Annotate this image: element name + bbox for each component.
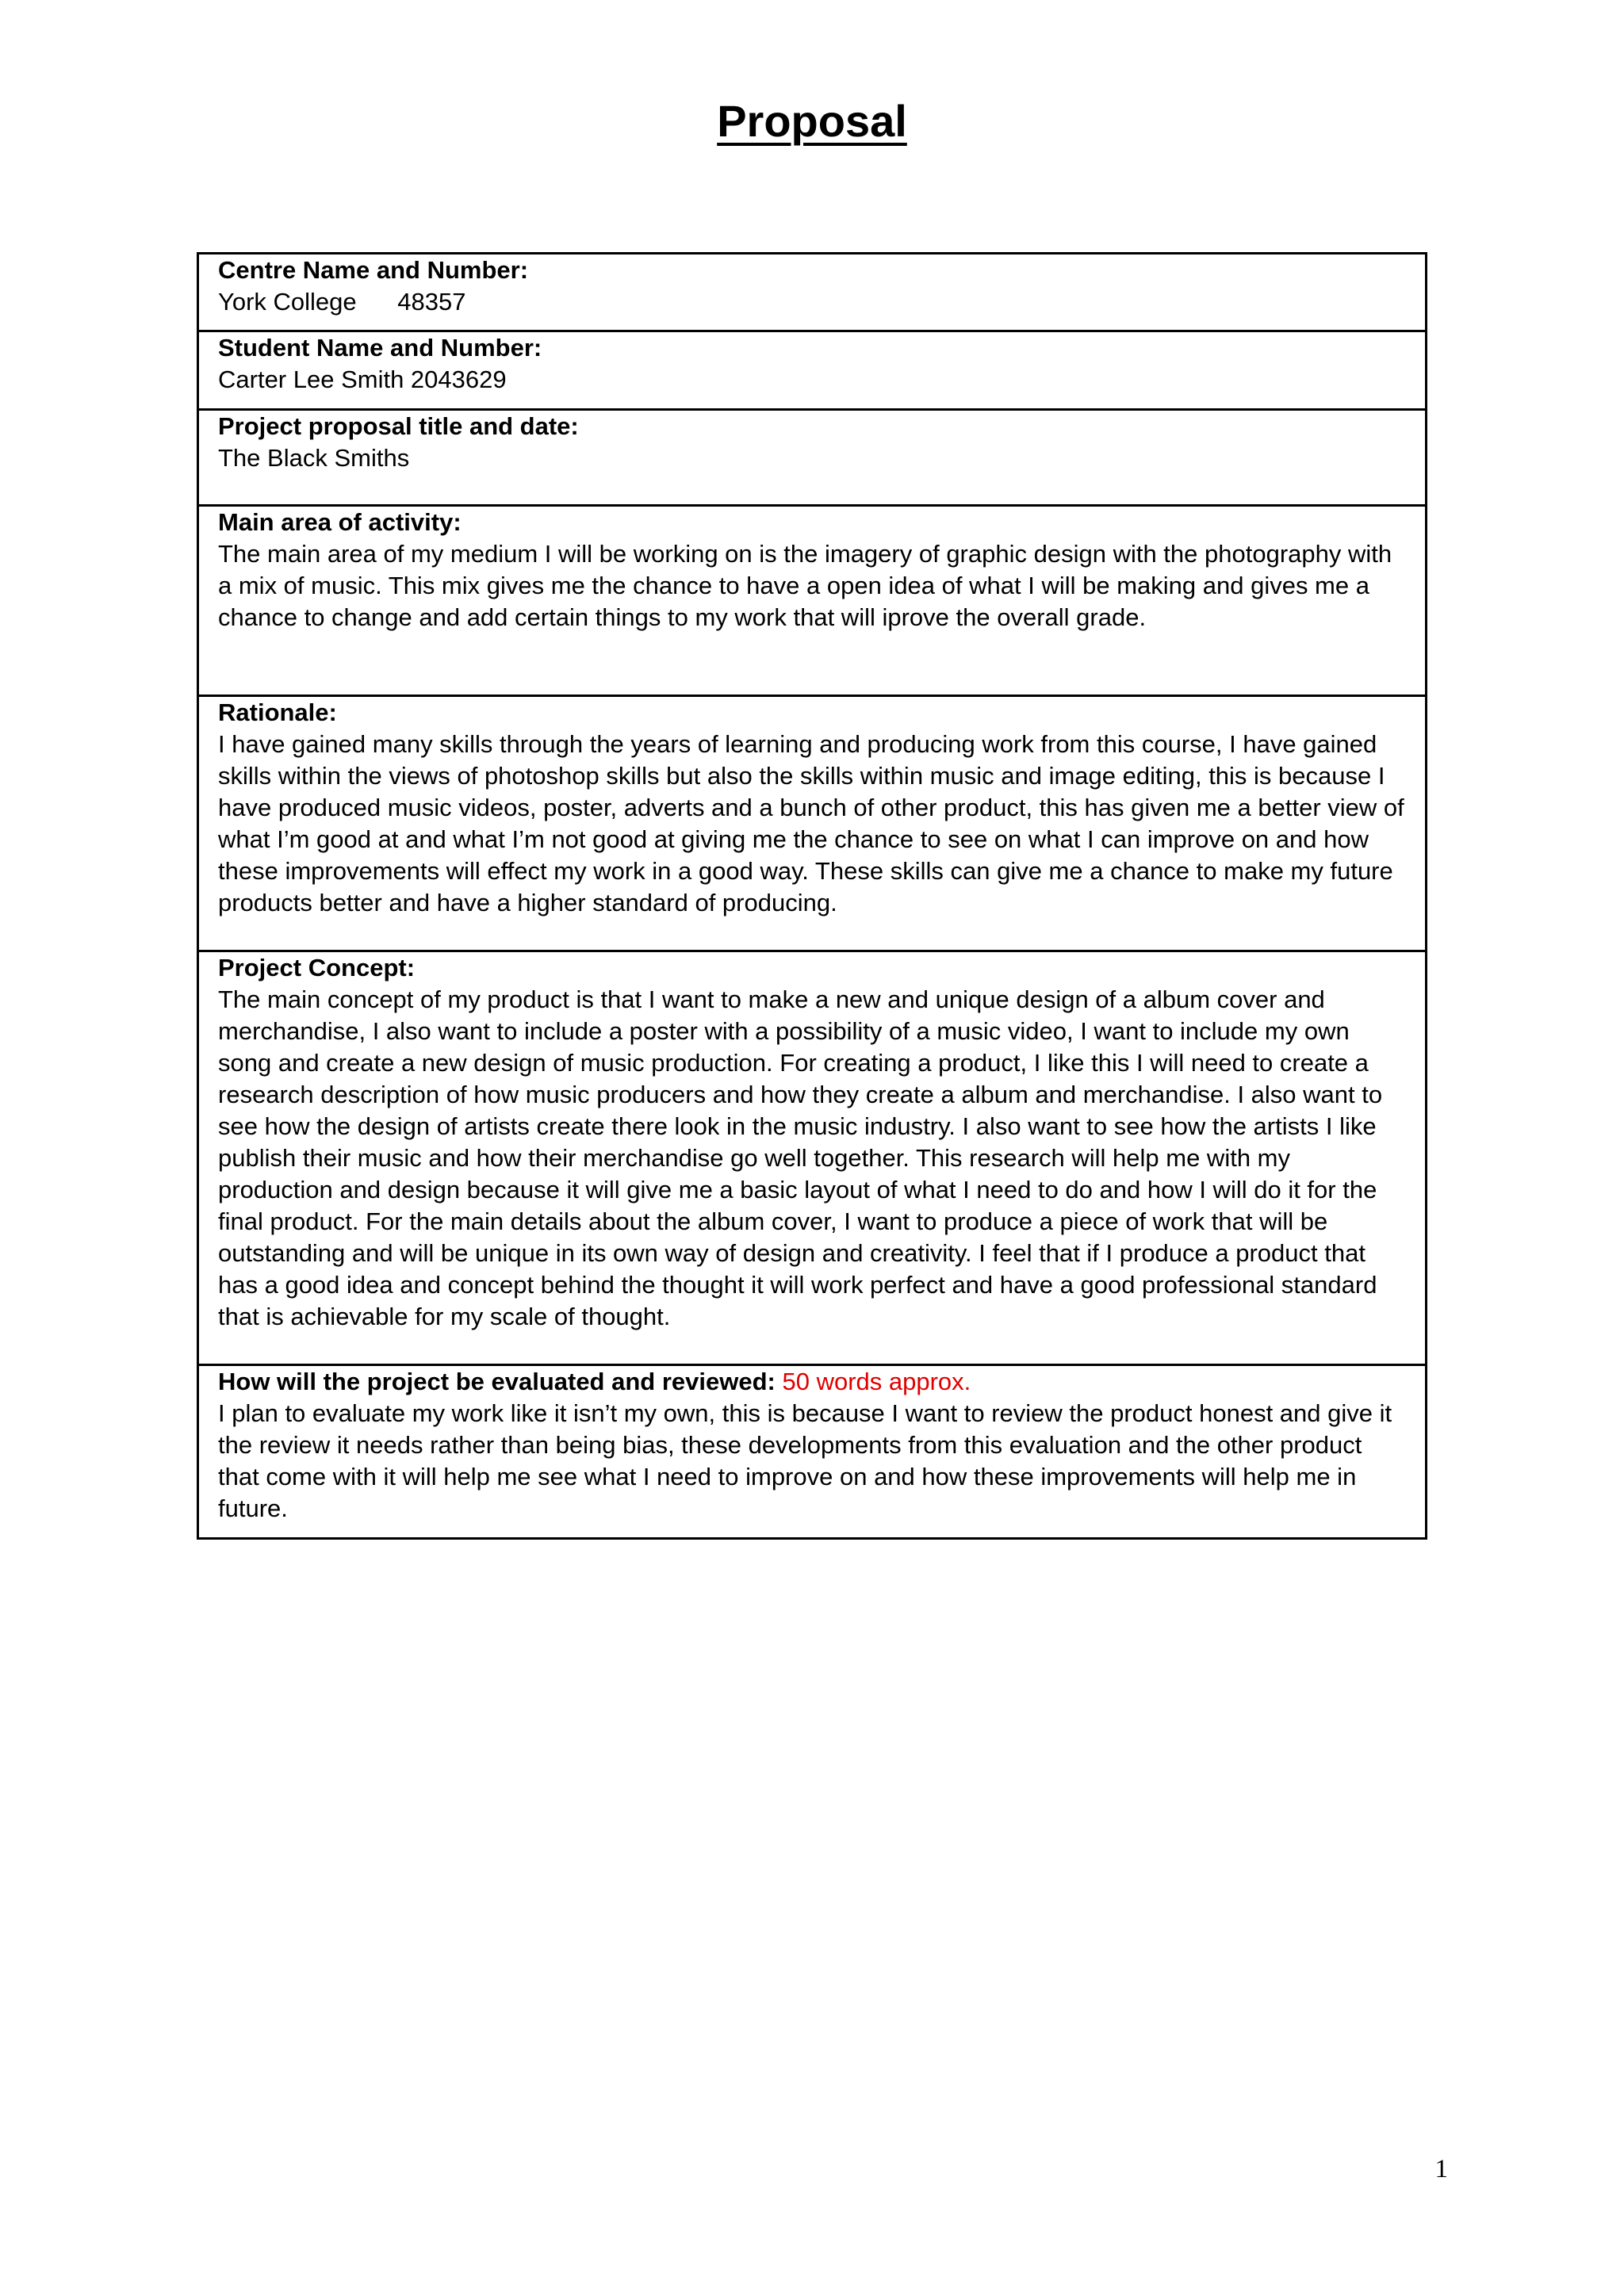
proposal-table xyxy=(197,252,1427,1540)
main-area-label: Main area of activity: xyxy=(218,508,462,536)
student-section xyxy=(199,332,1425,411)
concept-text: The main concept of my product is that I want to make a new and unique design of a album cover and merchandise, I also want to include a poster with a possibility of a music video, I want to include my own song and create a new design of music production. For creating a product, I like this I will need to create a research description of how music producers and how they create a album and merchandise. I also want to see how the design of artists create there look in the music industry. I also want to see how the artists I like publish their music and how their merchandise go well together. This research will help me with my production and design because it will give me a basic layout of what I need to do and how I will do it for the final product. For the main details about the album cover, I want to produce a piece of work that will be outstanding and will be unique in its own way of design and creativity. I feel that if I produce a product that has a good idea and concept behind the thought it will work perfect and have a good professional standard that is achievable for my scale of thought. xyxy=(218,985,1383,1330)
project-title-section xyxy=(199,411,1425,507)
centre-value: York College 48357 xyxy=(218,288,466,316)
word-count-note: 50 words approx. xyxy=(782,1368,971,1395)
rationale-section xyxy=(199,697,1425,952)
student-label: Student Name and Number: xyxy=(218,334,542,362)
evaluation-text: I plan to evaluate my work like it isn’t my own, this is because I want to review the product honest and give it the review it needs rather than being bias, these developments from this evaluation and the other product that come with it will help me see what I need to improve on and how these improvements will help me in future. xyxy=(218,1399,1392,1522)
concept-label: Project Concept: xyxy=(218,954,416,982)
main-area-text: The main area of my medium I will be working on is the imagery of graphic design with the photography with a mix of music. This mix gives me the chance to have a open idea of what I will be making and gives me a chance to change and add certain things to my work that will iprove the overall grade. xyxy=(218,540,1392,631)
main-area-section xyxy=(199,507,1425,697)
evaluation-section xyxy=(199,1366,1425,1537)
student-value: Carter Lee Smith 2043629 xyxy=(218,365,507,393)
rationale-text: I have gained many skills through the years of learning and producing work from this course, I have gained skills within the views of photoshop skills but also the skills within music and image editing, this is because I have produced music videos, poster, adverts and a bunch of other product, this has given me a better view of what I’m good at and what I’m not good at giving me the chance to see on what I can improve on and how these improvements will effect my work in a good way. These skills can give me a chance to make my future products better and have a higher standard of producing. xyxy=(218,730,1404,916)
project-title-value: The Black Smiths xyxy=(218,444,410,472)
page-title: Proposal xyxy=(717,96,907,146)
evaluation-heading xyxy=(218,1366,1406,1398)
project-title-label: Project proposal title and date: xyxy=(218,412,579,440)
centre-label: Centre Name and Number: xyxy=(218,256,529,284)
page-number: 1 xyxy=(1434,2155,1448,2183)
concept-section xyxy=(199,952,1425,1366)
centre-section xyxy=(199,254,1425,332)
evaluation-label: How will the project be evaluated and reviewed: xyxy=(218,1368,776,1395)
rationale-label: Rationale: xyxy=(218,698,337,726)
